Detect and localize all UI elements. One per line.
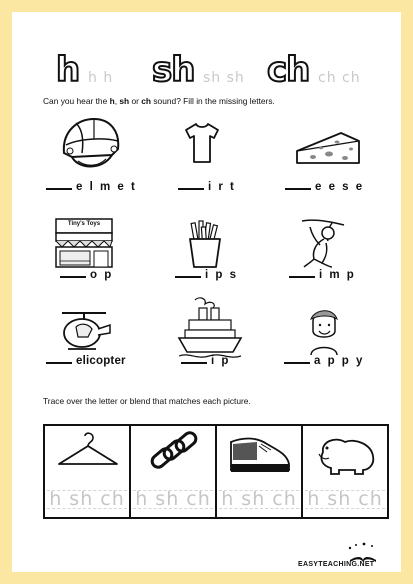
answer-blank[interactable] bbox=[284, 354, 310, 364]
t-shirt-icon bbox=[184, 122, 220, 164]
shop-icon bbox=[54, 217, 114, 269]
word-happy: a p p y bbox=[284, 354, 364, 367]
trace-letters[interactable]: h sh ch bbox=[307, 488, 383, 510]
word-chimp: i m p bbox=[289, 268, 356, 281]
trace-cell-hippo bbox=[303, 426, 387, 517]
answer-blank[interactable] bbox=[285, 180, 311, 190]
happy-boy-icon bbox=[307, 307, 341, 357]
header-letter-ch: ch bbox=[267, 50, 310, 90]
header-letter-h: h bbox=[56, 50, 80, 90]
trace-table bbox=[43, 424, 389, 519]
word-helmet: e l m e t bbox=[46, 180, 137, 193]
answer-blank[interactable] bbox=[46, 180, 72, 190]
trace-letters[interactable]: h sh ch bbox=[221, 488, 297, 510]
trace-letters[interactable]: h sh ch bbox=[135, 488, 211, 510]
header-trace-ch: ch ch bbox=[318, 70, 361, 86]
word-shirt: i r t bbox=[178, 180, 236, 193]
worksheet bbox=[12, 12, 401, 572]
header-letter-sh: sh bbox=[152, 50, 195, 90]
answer-blank[interactable] bbox=[289, 268, 315, 278]
answer-blank[interactable] bbox=[60, 268, 86, 278]
trace-cell-chain bbox=[131, 426, 217, 517]
chips-icon bbox=[187, 219, 223, 269]
word-chips: i p s bbox=[175, 268, 238, 281]
shoe-icon bbox=[227, 430, 293, 476]
trace-letters[interactable]: h sh ch bbox=[49, 488, 125, 510]
header-trace-h: h h bbox=[88, 70, 114, 86]
header-trace-sh: sh sh bbox=[203, 70, 245, 86]
hippo-icon bbox=[315, 434, 379, 476]
answer-blank[interactable] bbox=[178, 180, 204, 190]
chimp-icon bbox=[298, 215, 350, 269]
footer-logo: EASYTEACHING.NET bbox=[298, 561, 375, 568]
helicopter-icon bbox=[56, 307, 112, 353]
trace-cell-hanger bbox=[45, 426, 131, 517]
cheese-icon bbox=[293, 129, 363, 169]
hanger-icon bbox=[55, 432, 121, 472]
word-cheese: e e s e bbox=[285, 180, 364, 193]
helmet-icon bbox=[58, 115, 124, 173]
answer-blank[interactable] bbox=[175, 268, 201, 278]
word-helicopter: elicopter bbox=[46, 354, 126, 367]
word-shop: o p bbox=[60, 268, 113, 281]
trace-cell-shoe bbox=[217, 426, 303, 517]
chain-icon bbox=[147, 430, 201, 478]
shop-sign: Tiny's Toys bbox=[67, 221, 101, 227]
answer-blank[interactable] bbox=[181, 354, 207, 364]
instruction-trace: Trace over the letter or blend that matches each picture. bbox=[43, 396, 251, 406]
instruction-fill-in: Can you hear the h, sh or ch sound? Fill in the missing letters. bbox=[43, 96, 275, 106]
answer-blank[interactable] bbox=[46, 354, 72, 364]
word-ship: i p bbox=[181, 354, 230, 367]
ship-icon bbox=[177, 294, 243, 360]
